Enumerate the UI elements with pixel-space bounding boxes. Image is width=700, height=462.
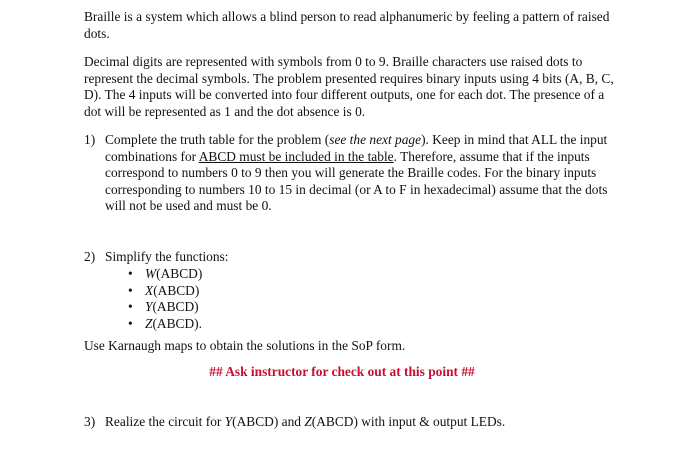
document-page (84, 9, 620, 431)
bullet-icon: • (128, 315, 133, 331)
function-list (105, 266, 620, 332)
item-italic-text: see the next page (329, 132, 422, 147)
bullet-icon: • (128, 282, 133, 298)
intro-paragraph: Braille is a system which allows a blind person to read alphanumeric by feeling a pattern of raised dots. (84, 9, 610, 41)
function-args: (ABCD). (152, 315, 202, 331)
item-text: Complete the truth table for the problem ( (105, 132, 330, 147)
function-name: W (145, 266, 157, 281)
function-name: X (145, 282, 154, 298)
bullet-icon: • (128, 266, 133, 281)
description-paragraph: Decimal digits are represented with symbols from 0 to 9. Braille characters use raised dots to represent the decimal symbols. The problem presented requires binary inputs using 4 bits (A, B, C, D). The 4 inputs will be converted into four different outputs, one for each dot. The presence of a dot will be represented as 1 and the dot absence is 0. (84, 54, 614, 119)
function-item (105, 299, 620, 316)
item-text: . Therefore, assume that if the inputs correspond to numbers 0 to 9 then you will generate the Braille codes. For the binary inputs corresponding to numbers 10 to 15 in decimal (or A to F in hexadecimal) assume that the dots will not be used and must be 0. (105, 148, 608, 213)
item-text: Realize the circuit for (105, 414, 225, 429)
function-item (105, 283, 620, 300)
list-item-truth-table (84, 132, 620, 215)
function-name: Z (304, 414, 312, 429)
item-text: (ABCD) with input & output LEDs. (311, 414, 506, 429)
bullet-icon: • (128, 299, 133, 314)
instructor-checkpoint: ## Ask instructor for check out at this point ## (209, 363, 475, 379)
function-args: (ABCD) (152, 299, 199, 314)
function-item (105, 316, 620, 333)
function-args: (ABCD) (156, 266, 203, 281)
function-name: Y (224, 414, 233, 429)
function-name: Z (145, 315, 153, 331)
item-number: 1) (84, 132, 96, 147)
function-name: Y (145, 299, 153, 314)
underlined-text: ABCD must be included in the table (198, 148, 394, 164)
item-number: 2) (84, 248, 96, 264)
item-number: 3) (84, 414, 96, 429)
list-item-realize-circuit (84, 414, 620, 431)
item-text: Simplify the functions: (105, 248, 229, 264)
function-item (105, 266, 620, 283)
item-text: (ABCD) and (232, 414, 305, 429)
item-text: ). Keep in mind that ALL the input combinations for (105, 132, 608, 164)
karnaugh-instruction: Use Karnaugh maps to obtain the solutions in the SoP form. (84, 338, 406, 353)
list-item-simplify (84, 249, 620, 333)
function-args: (ABCD) (153, 282, 200, 298)
